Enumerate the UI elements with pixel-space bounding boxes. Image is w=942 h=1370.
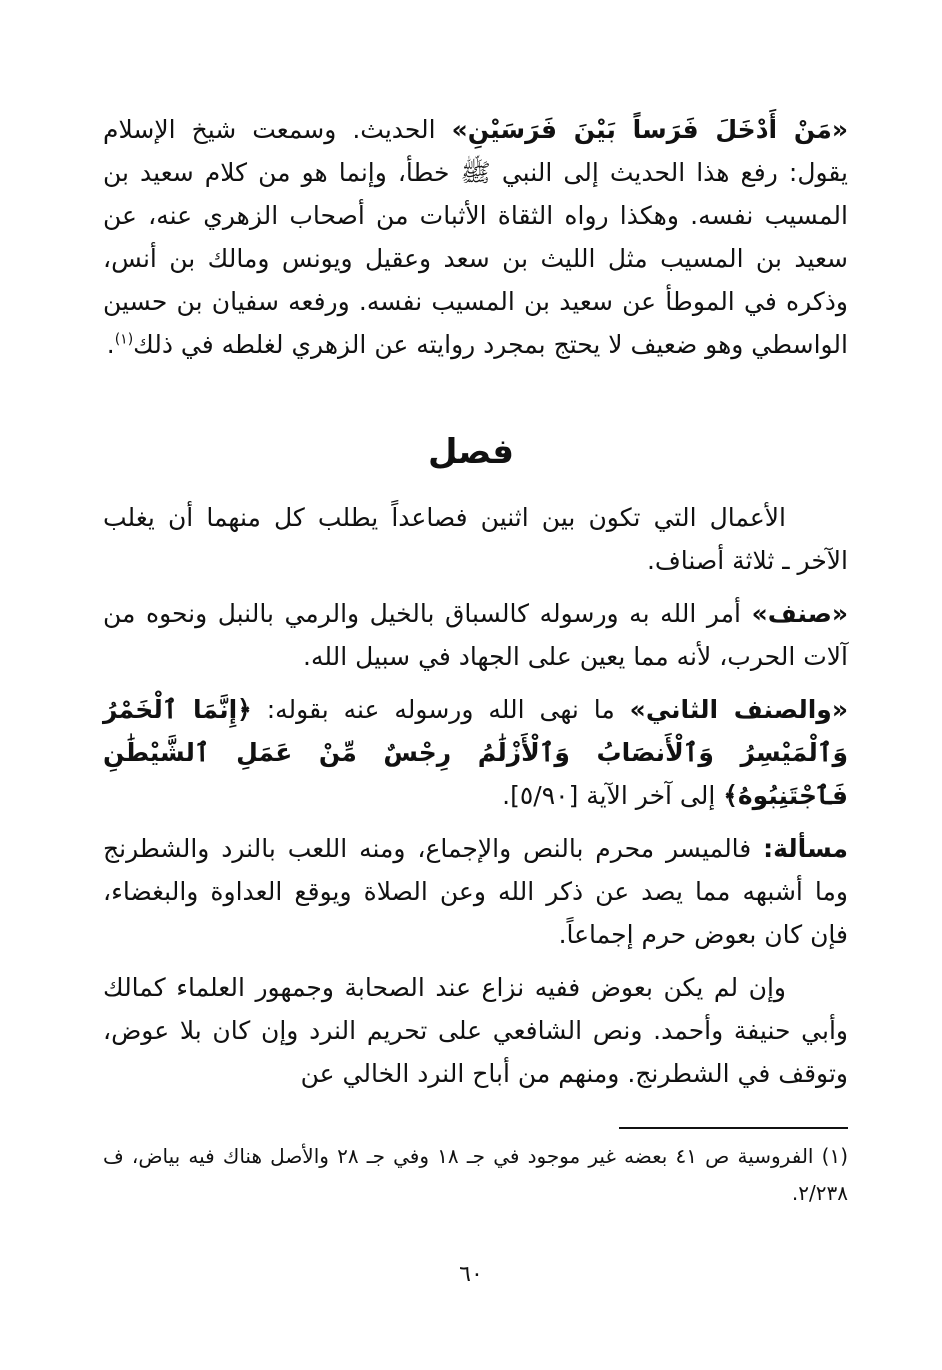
opening-paragraph-block <box>103 108 848 366</box>
footnote-text: الفروسية ص ٤١ بعضه غير موجود في جـ ١٨ وفي جـ ٢٨ والأصل هناك فيه بياض، ف ٢/٢٣٨. <box>103 1144 848 1205</box>
paragraph-text: الحديث. وسمعت شيخ الإسلام يقول: رفع هذا الحديث إلى النبي ﷺ خطأ، وإنما هو من كلام سعيد بن المسيب نفسه. وهكذا رواه الثقاة الأثبات من أصحاب الزهري عنه، عن سعيد بن المسيب مثل الليث بن سعد وعقيل ويونس ومالك بن أنس، وذكره في الموطأ عن سعيد بن المسيب نفسه. ورفعه سفيان بن حسين الواسطي وهو ضعيف لا يحتج بمجرد روايته عن الزهري لغلطه في ذلك <box>103 115 848 359</box>
paragraph: وإن لم يكن بعوض ففيه نزاع عند الصحابة وجمهور العلماء كمالك وأبي حنيفة وأحمد. ونص الشافعي على تحريم النرد وإن كان بلا عوض، وتوقف في الشطرنج. ومنهم من أباح النرد الخالي عن <box>103 973 848 1088</box>
issue-label: مسألة: <box>763 834 848 863</box>
paragraph <box>103 827 848 956</box>
paragraph-text: فالميسر محرم بالنص والإجماع، ومنه اللعب بالنرد والشطرنج وما أشبهه مما يصد عن ذكر الله وعن الصلاة ويوقع العداوة والبغضاء، فإن كان بعوض حرم إجماعاً. <box>103 834 848 949</box>
footnote-marker: (١) <box>114 331 134 348</box>
quran-verse: ﴿إِنَّمَا ٱلْخَمْرُ وَٱلْمَيْسِرُ وَٱلْأَنصَابُ وَٱلْأَزْلَٰمُ رِجْسٌ مِّنْ عَمَلِ ٱلشَّيْطَٰنِ فَٱجْتَنِبُوهُ﴾ <box>103 695 848 810</box>
category-label: «صنف» <box>751 599 848 628</box>
footnote <box>103 1138 848 1212</box>
page-number: ٦٠ <box>459 1262 483 1287</box>
paragraph: «مَنْ أَدْخَلَ فَرَساً بَيْنَ فَرَسَيْنِ» الحديث. وسمعت شيخ الإسلام يقول: رفع هذا الحديث إلى النبي ﷺ خطأ، وإنما هو من كلام سعيد بن المسيب نفسه. وهكذا رواه الثقاة الأثبات من أصحاب الزهري عنه، عن سعيد بن المسيب مثل الليث بن سعد وعقيل ويونس ومالك بن أنس، وذكره في الموطأ عن سعيد بن المسيب نفسه. ورفعه سفيان بن حسين الواسطي وهو ضعيف لا يحتج بمجرد روايته عن الزهري لغلطه في ذلك$^{(١)}$. <box>103 115 848 359</box>
section-heading: فصل <box>427 432 515 472</box>
footnotes <box>103 1138 848 1212</box>
paragraph <box>103 592 848 678</box>
paragraph <box>103 688 848 817</box>
paragraph-text: أمر الله به ورسوله كالسباق بالخيل والرمي بالنبل ونحوه من آلات الحرب، لأنه مما يعين على الجهاد في سبيل الله. <box>103 599 848 671</box>
hadith-quote: «مَنْ أَدْخَلَ فَرَساً بَيْنَ فَرَسَيْنِ» <box>451 115 848 144</box>
footnote-number: (١) <box>821 1144 849 1168</box>
footnote-divider <box>619 1127 848 1129</box>
paragraph-text: ما نهى الله ورسوله عنه بقوله: <box>251 695 630 724</box>
paragraph: الأعمال التي تكون بين اثنين فصاعداً يطلب كل منهما أن يغلب الآخر ـ ثلاثة أصناف. <box>103 503 848 575</box>
paragraph-text: إلى آخر الآية [٥/٩٠]. <box>502 781 724 810</box>
category-label: «والصنف الثاني» <box>629 695 848 724</box>
section-body <box>103 496 848 1095</box>
